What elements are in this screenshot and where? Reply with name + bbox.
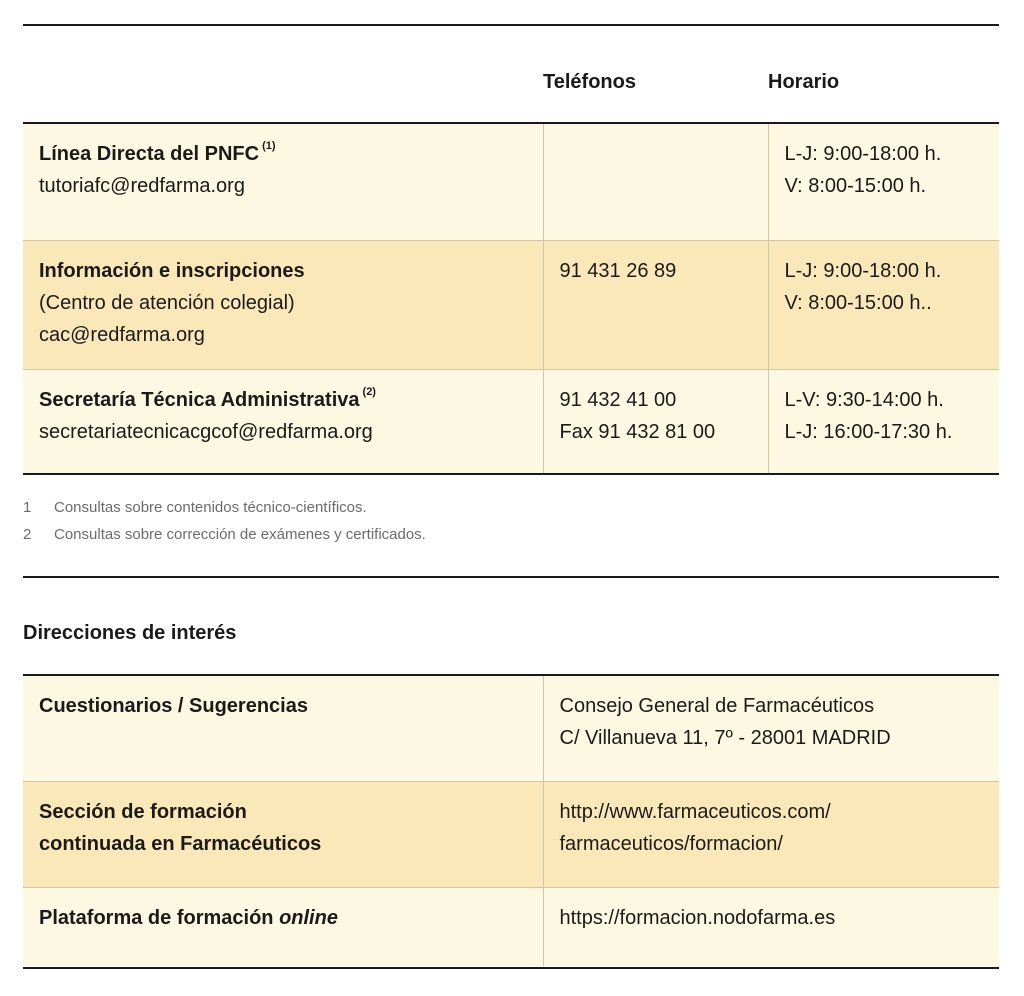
url-link[interactable]: https://formacion.nodofarma.es: [559, 906, 836, 929]
footnote-ref: (1): [262, 140, 276, 153]
addresses-title: Direcciones de interés: [23, 622, 237, 644]
contact-hours-cell: [768, 240, 999, 369]
hours-line: V: 8:00-15:00 h..: [784, 291, 932, 314]
footnote-item: [23, 494, 426, 521]
footnote-item: [23, 521, 426, 548]
footnote-number: 2: [23, 526, 32, 543]
hours-line: L-V: 9:30-14:00 h.: [784, 388, 944, 411]
contact-detail: (Centro de atención colegial): [39, 291, 295, 314]
table-row: [23, 676, 999, 781]
hours-line: L-J: 16:00-17:30 h.: [784, 420, 953, 443]
contact-hours-cell: [768, 369, 999, 473]
table-row: [23, 887, 999, 966]
address-label: Cuestionarios / Sugerencias: [39, 695, 308, 717]
contact-info-cell: [23, 240, 543, 369]
top-rule: [23, 24, 999, 26]
table-row: [23, 240, 999, 369]
hours-line: L-J: 9:00-18:00 h.: [784, 259, 942, 282]
fax-number: Fax 91 432 81 00: [559, 420, 716, 443]
url-link[interactable]: farmaceuticos/formacion/: [559, 832, 783, 855]
contact-email[interactable]: cac@redfarma.org: [39, 323, 205, 346]
address-label-italic: online: [279, 906, 338, 929]
address-label-cell: [23, 887, 543, 966]
table-row: [23, 781, 999, 887]
contact-email[interactable]: tutoriafc@redfarma.org: [39, 175, 245, 197]
contact-phone-cell: [543, 240, 768, 369]
phone-number: 91 432 41 00: [559, 388, 677, 411]
contact-name-text: Secretaría Técnica Administrativa: [39, 388, 360, 411]
contact-phone-cell: [543, 369, 768, 473]
address-label: [39, 902, 527, 934]
header-hours: Horario: [768, 71, 840, 93]
hours-line: L-J: 9:00-18:00 h.: [784, 143, 942, 165]
contact-hours-cell: [768, 124, 999, 240]
address-line: C/ Villanueva 11, 7º - 28001 MADRID: [559, 727, 891, 749]
address-value-cell: [543, 781, 999, 887]
phone-number: 91 431 26 89: [559, 259, 677, 282]
contacts-table: [23, 124, 999, 473]
contact-info-cell: [23, 124, 543, 240]
footnote-text: Consultas sobre contenidos técnico-científicos.: [54, 499, 367, 516]
contact-email[interactable]: secretariatecnicacgcof@redfarma.org: [39, 420, 373, 443]
address-label: continuada en Farmacéuticos: [39, 832, 322, 855]
address-line: Consejo General de Farmacéuticos: [559, 695, 875, 717]
table-row: [23, 369, 999, 473]
footnotes: [23, 494, 426, 548]
contacts-table-bottom-rule: [23, 473, 999, 475]
address-label: Sección de formación: [39, 800, 247, 823]
hours-line: V: 8:00-15:00 h.: [784, 175, 927, 197]
contact-info-cell: [23, 369, 543, 473]
footnote-ref: (2): [362, 385, 376, 398]
footnote-number: 1: [23, 499, 32, 516]
section-divider: [23, 576, 999, 578]
footnote-text: Consultas sobre corrección de exámenes y certificados.: [54, 526, 426, 543]
table-row: [23, 124, 999, 240]
contact-name-text: Línea Directa del PNFC: [39, 143, 260, 165]
header-phones: Teléfonos: [543, 71, 636, 93]
address-value-cell: [543, 887, 999, 966]
contact-phone-cell: [543, 124, 768, 240]
contact-name: [39, 384, 527, 416]
contact-name: [39, 138, 527, 170]
address-label-cell: [23, 781, 543, 887]
contact-name: Información e inscripciones: [39, 259, 305, 282]
address-value-cell: [543, 676, 999, 781]
addresses-table-bottom-rule: [23, 967, 999, 969]
address-label-cell: [23, 676, 543, 781]
addresses-table: [23, 676, 999, 966]
url-link[interactable]: http://www.farmaceuticos.com/: [559, 800, 831, 823]
address-label-text: Plataforma de formación: [39, 906, 280, 929]
